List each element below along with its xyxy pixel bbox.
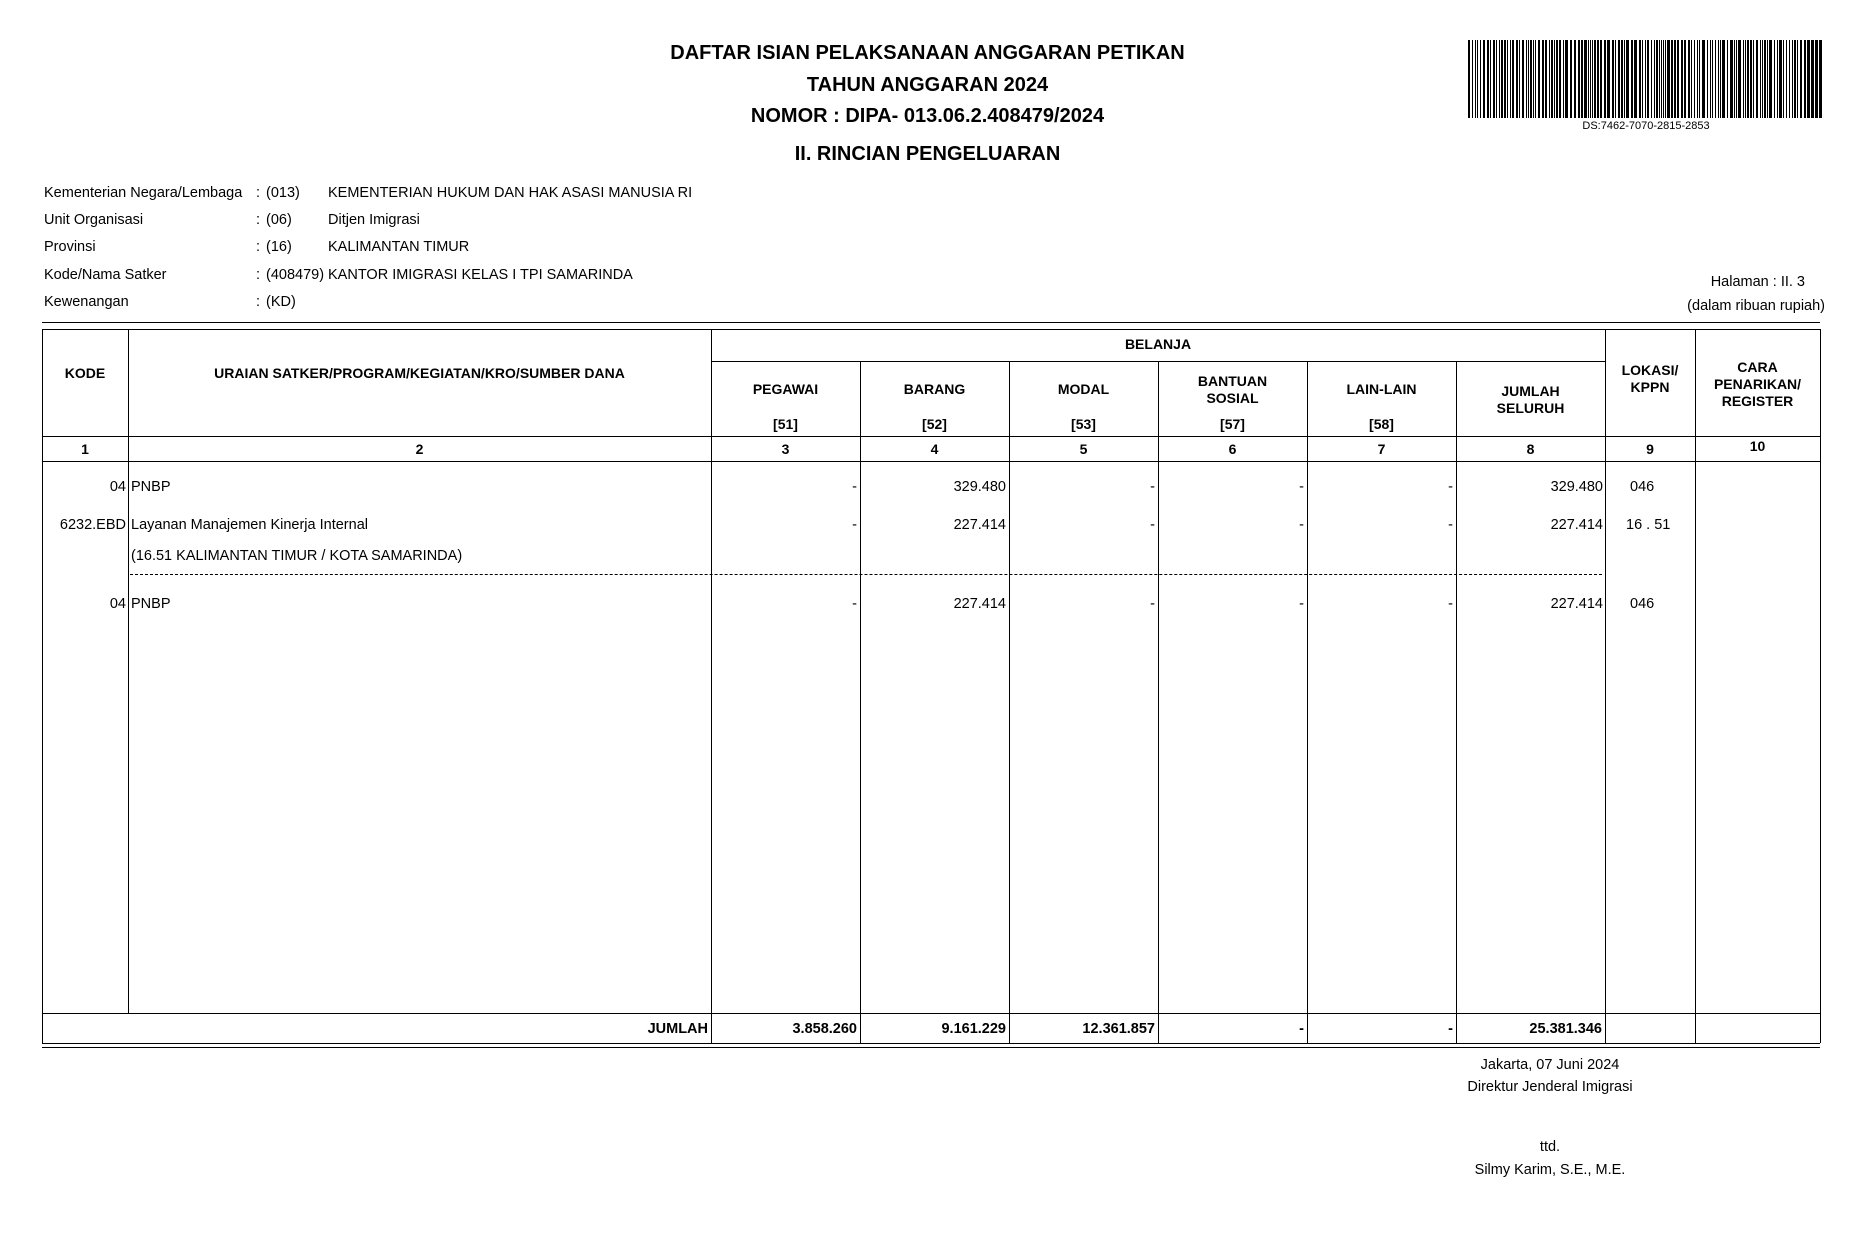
row-bansos: - [1299, 479, 1304, 495]
barcode-bar [1475, 40, 1476, 118]
meta-code: (013) [266, 185, 300, 201]
header-pegawai: PEGAWAI [752, 381, 819, 397]
barcode-bar [1756, 40, 1758, 118]
row-bansos: - [1299, 517, 1304, 533]
barcode-bar [1551, 40, 1553, 118]
row-jumlah: 227.414 [1550, 517, 1603, 533]
row-barang: 329.480 [953, 479, 1006, 495]
barcode-bar [1634, 40, 1637, 118]
barcode-bar [1510, 40, 1511, 118]
meta-colon: : [256, 267, 261, 283]
row-barang: 227.414 [953, 517, 1006, 533]
header-kode: KODE [64, 365, 106, 381]
barcode-bar [1654, 40, 1655, 118]
row-jumlah: 329.480 [1550, 479, 1603, 495]
meta-code: (16) [266, 239, 292, 255]
barcode-bar [1533, 40, 1534, 118]
row-lokasi: 046 [1630, 479, 1655, 495]
col-border [1307, 361, 1308, 1043]
header-pegawai-code: [51] [773, 416, 798, 432]
total-double-border [42, 1047, 1820, 1048]
barcode-bar [1743, 40, 1744, 118]
signature-position: Direktur Jenderal Imigrasi [1467, 1079, 1633, 1095]
fiscal-year-title: TAHUN ANGGARAN 2024 [806, 74, 1049, 96]
row-lokasi: 16 . 51 [1626, 517, 1671, 533]
row-kode: 04 [109, 479, 126, 495]
barcode-bar [1786, 40, 1787, 118]
barcode-bar [1764, 40, 1766, 118]
col-number: 10 [1749, 438, 1766, 454]
barcode-bar [1615, 40, 1616, 118]
barcode-bar [1647, 40, 1649, 118]
row-modal: - [1150, 596, 1155, 612]
barcode-bar [1815, 40, 1818, 118]
row-lokasi: 046 [1630, 596, 1655, 612]
header-lain-code: [58] [1369, 416, 1394, 432]
meta-value: Ditjen Imigrasi [328, 212, 420, 228]
table-top-border [42, 329, 1820, 330]
col-number: 4 [930, 441, 939, 457]
barcode-bar [1712, 40, 1713, 118]
barcode-bar [1528, 40, 1529, 118]
dashed-separator [130, 574, 1602, 575]
barcode-bar [1594, 40, 1596, 118]
meta-colon: : [256, 239, 261, 255]
header-bottom-border [42, 436, 1820, 437]
barcode-bar [1477, 40, 1478, 118]
total-lain: - [1448, 1021, 1453, 1037]
barcode-bar [1612, 40, 1614, 118]
barcode-bar [1487, 40, 1489, 118]
barcode-bar [1661, 40, 1662, 118]
barcode-bar [1663, 40, 1664, 118]
row-barang: 227.414 [953, 596, 1006, 612]
barcode-bar [1504, 40, 1506, 118]
barcode-bar [1789, 40, 1790, 118]
barcode-bar [1574, 40, 1576, 118]
meta-colon: : [256, 294, 261, 310]
signature-name: Silmy Karim, S.E., M.E. [1474, 1162, 1626, 1178]
header-jumlah-line2: SELURUH [1496, 400, 1565, 416]
header-bansos-line1: BANTUAN [1197, 373, 1268, 389]
col-border [128, 329, 129, 1013]
barcode-bar [1656, 40, 1658, 118]
barcode-bar [1762, 40, 1763, 118]
header-lokasi-line2: KPPN [1630, 379, 1670, 395]
barcode-bar [1645, 40, 1646, 118]
col-border [1820, 329, 1821, 1043]
section-title: II. RINCIAN PENGELUARAN [794, 143, 1061, 165]
barcode-bar [1563, 40, 1564, 118]
page-number: Halaman : II. 3 [1710, 274, 1805, 290]
row-bansos: - [1299, 596, 1304, 612]
barcode-bar [1522, 40, 1524, 118]
barcode-bar [1516, 40, 1518, 118]
barcode-bar [1659, 40, 1660, 118]
barcode-bar [1747, 40, 1749, 118]
barcode-bar [1727, 40, 1728, 118]
barcode-bar [1684, 40, 1686, 118]
row-uraian: PNBP [131, 479, 171, 495]
barcode-bar [1607, 40, 1610, 118]
row-pegawai: - [852, 479, 857, 495]
barcode-bar [1718, 40, 1719, 118]
barcode-bar [1804, 40, 1806, 118]
barcode-text: DS:7462-7070-2815-2853 [1582, 120, 1710, 132]
barcode-bar [1750, 40, 1752, 118]
barcode-image [1468, 40, 1824, 118]
barcode-bar [1720, 40, 1721, 118]
barcode-bar [1490, 40, 1491, 118]
barcode-bar [1779, 40, 1782, 118]
barcode-bar [1707, 40, 1708, 118]
barcode-bar [1697, 40, 1698, 118]
header-cara-line2: PENARIKAN/ [1713, 376, 1802, 392]
meta-label: Kementerian Negara/Lembaga [44, 185, 243, 201]
barcode-bar [1472, 40, 1473, 118]
header-belanja: BELANJA [1124, 336, 1192, 352]
barcode-bar [1734, 40, 1735, 118]
total-bottom-border [42, 1043, 1820, 1044]
barcode-bar [1671, 40, 1673, 118]
barcode-bar [1774, 40, 1775, 118]
col-border [1158, 361, 1159, 1043]
signature-ttd: ttd. [1539, 1139, 1561, 1155]
barcode-bar [1694, 40, 1695, 118]
barcode-bar [1501, 40, 1503, 118]
barcode-bar [1722, 40, 1725, 118]
col-border [42, 329, 43, 1043]
barcode-bar [1526, 40, 1527, 118]
barcode-bar [1715, 40, 1716, 118]
barcode-bar [1512, 40, 1514, 118]
total-bansos: - [1299, 1021, 1304, 1037]
barcode-bar [1565, 40, 1568, 118]
barcode-bar [1535, 40, 1536, 118]
barcode-bar [1493, 40, 1495, 118]
header-lokasi-line1: LOKASI/ [1621, 362, 1679, 378]
header-cara-line3: REGISTER [1721, 393, 1794, 409]
header-barang-code: [52] [922, 416, 947, 432]
barcode-bar [1549, 40, 1550, 118]
total-label: JUMLAH [647, 1021, 708, 1037]
barcode-bar [1807, 40, 1810, 118]
barcode-bar [1702, 40, 1705, 118]
row-pegawai: - [852, 596, 857, 612]
header-uraian: URAIAN SATKER/PROGRAM/KEGIATAN/KRO/SUMBER DANA [214, 365, 625, 381]
barcode-bar [1691, 40, 1692, 118]
barcode-bar [1777, 40, 1778, 118]
barcode-bar [1554, 40, 1555, 118]
row-lain: - [1448, 517, 1453, 533]
row-uraian: PNBP [131, 596, 171, 612]
total-pegawai: 3.858.260 [792, 1021, 857, 1037]
row-modal: - [1150, 517, 1155, 533]
barcode-bar [1507, 40, 1508, 118]
barcode-bar [1792, 40, 1793, 118]
meta-code: (KD) [266, 294, 296, 310]
col-number: 5 [1079, 441, 1088, 457]
barcode-bar [1559, 40, 1561, 118]
barcode-bar [1730, 40, 1733, 118]
meta-code: (408479) [266, 267, 325, 283]
barcode-bar [1604, 40, 1606, 118]
col-border [711, 329, 712, 1043]
barcode-bar [1590, 40, 1591, 118]
document-title: DAFTAR ISIAN PELAKSANAAN ANGGARAN PETIKAN [670, 42, 1185, 64]
unit-note: (dalam ribuan rupiah) [1687, 298, 1825, 314]
barcode-bar [1819, 40, 1822, 118]
barcode-bar [1745, 40, 1746, 118]
barcode-bar [1760, 40, 1761, 118]
barcode-bar [1578, 40, 1580, 118]
dipa-number: NOMOR : DIPA- 013.06.2.408479/2024 [750, 105, 1105, 127]
col-number: 6 [1228, 441, 1237, 457]
barcode-bar [1542, 40, 1544, 118]
meta-value: KEMENTERIAN HUKUM DAN HAK ASASI MANUSIA RI [328, 185, 693, 201]
barcode-bar [1639, 40, 1641, 118]
barcode-bar [1651, 40, 1652, 118]
barcode-bar [1545, 40, 1547, 118]
barcode-bar [1753, 40, 1754, 118]
barcode-bar [1600, 40, 1602, 118]
barcode-bar [1621, 40, 1623, 118]
meta-colon: : [256, 212, 261, 228]
barcode-bar [1797, 40, 1798, 118]
colnum-bottom-border [42, 461, 1820, 462]
row-modal: - [1150, 479, 1155, 495]
col-number: 3 [781, 441, 790, 457]
col-border [1456, 361, 1457, 1043]
barcode-bar [1738, 40, 1741, 118]
barcode-bar [1769, 40, 1772, 118]
header-cara-line1: CARA [1737, 359, 1778, 375]
barcode-bar [1499, 40, 1500, 118]
col-border [1009, 361, 1010, 1043]
header-modal-code: [53] [1071, 416, 1096, 432]
header-jumlah-line1: JUMLAH [1501, 383, 1560, 399]
barcode-bar [1538, 40, 1540, 118]
col-number: 8 [1526, 441, 1535, 457]
barcode-bar [1665, 40, 1666, 118]
col-number: 2 [415, 441, 424, 457]
total-barang: 9.161.229 [941, 1021, 1006, 1037]
header-lain: LAIN-LAIN [1346, 381, 1417, 397]
total-jumlah: 25.381.346 [1529, 1021, 1602, 1037]
col-number: 9 [1646, 441, 1654, 457]
barcode-bar [1519, 40, 1520, 118]
signature-place-date: Jakarta, 07 Juni 2024 [1480, 1057, 1620, 1073]
barcode-bar [1681, 40, 1683, 118]
col-border [1605, 329, 1606, 1043]
barcode-bar [1584, 40, 1587, 118]
barcode-bar [1618, 40, 1620, 118]
rule-top-outer [42, 322, 1820, 323]
barcode-bar [1468, 40, 1470, 118]
barcode-bar [1811, 40, 1814, 118]
barcode-bar [1597, 40, 1599, 118]
barcode-bar [1783, 40, 1784, 118]
header-bansos-code: [57] [1220, 416, 1245, 432]
meta-colon: : [256, 185, 261, 201]
barcode-bar [1794, 40, 1796, 118]
barcode-bar [1800, 40, 1802, 118]
col-number: 1 [81, 441, 89, 457]
barcode-bar [1736, 40, 1737, 118]
row-pegawai: - [852, 517, 857, 533]
header-barang: BARANG [903, 381, 966, 397]
row-kode: 04 [109, 596, 126, 612]
barcode-bar [1588, 40, 1589, 118]
barcode-bar [1699, 40, 1700, 118]
total-modal: 12.361.857 [1082, 1021, 1155, 1037]
barcode-bar [1556, 40, 1558, 118]
meta-value: KALIMANTAN TIMUR [328, 239, 470, 255]
header-bansos-line2: SOSIAL [1206, 390, 1259, 406]
barcode-bar [1626, 40, 1629, 118]
barcode-bar [1530, 40, 1532, 118]
barcode-bar [1496, 40, 1497, 118]
barcode-bar [1480, 40, 1481, 118]
col-number: 7 [1377, 441, 1386, 457]
barcode-bar [1767, 40, 1768, 118]
meta-label: Unit Organisasi [44, 212, 144, 228]
meta-value: KANTOR IMIGRASI KELAS I TPI SAMARINDA [328, 267, 633, 283]
row-lain: - [1448, 596, 1453, 612]
barcode-bar [1677, 40, 1679, 118]
total-top-border [42, 1013, 1820, 1014]
header-modal: MODAL [1057, 381, 1110, 397]
barcode-bar [1688, 40, 1690, 118]
row-lain: - [1448, 479, 1453, 495]
row-location-note: (16.51 KALIMANTAN TIMUR / KOTA SAMARINDA) [131, 548, 463, 564]
row-uraian: Layanan Manajemen Kinerja Internal [131, 517, 368, 533]
col-border [1695, 329, 1696, 1043]
meta-code: (06) [266, 212, 292, 228]
barcode-bar [1570, 40, 1572, 118]
barcode-bar [1592, 40, 1593, 118]
barcode-bar [1642, 40, 1643, 118]
row-kode: 6232.EBD [59, 517, 126, 533]
col-border [860, 361, 861, 1043]
barcode-bar [1581, 40, 1583, 118]
barcode-bar [1624, 40, 1625, 118]
barcode-bar [1667, 40, 1670, 118]
meta-label: Kewenangan [44, 294, 129, 310]
barcode-bar [1710, 40, 1711, 118]
barcode-bar [1483, 40, 1485, 118]
barcode-bar [1674, 40, 1676, 118]
meta-label: Provinsi [44, 239, 96, 255]
meta-label: Kode/Nama Satker [44, 267, 167, 283]
barcode-bar [1631, 40, 1633, 118]
row-jumlah: 227.414 [1550, 596, 1603, 612]
